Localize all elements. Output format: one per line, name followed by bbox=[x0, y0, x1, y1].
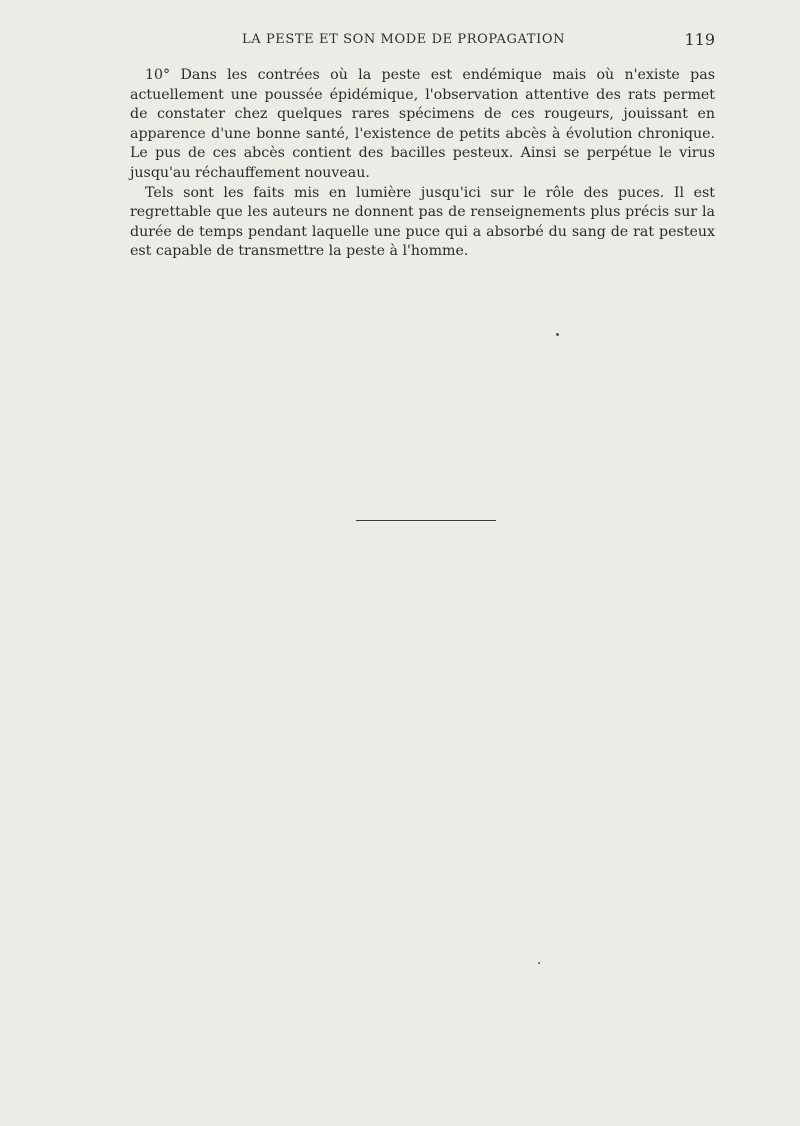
paragraph-1: 10° Dans les contrées où la peste est endémique mais où n'existe pas actuellement une poussée épidémique, l'observation attentive des rats permet de constater chez quelques rares spécimens de ces rougeurs, jouissant en apparence d'une bonne santé, l'existence de petits abcès à évolution chronique. Le pus de ces abcès contient des bacilles pesteux. Ainsi se perpétue le virus jusqu'au réchauffement nouveau. bbox=[130, 67, 715, 181]
running-title: LA PESTE ET SON MODE DE PROPAGATION bbox=[242, 32, 566, 47]
paragraph-2: Tels sont les faits mis en lumière jusqu'ici sur le rôle des puces. Il est regrettable que les auteurs ne donnent pas de renseignements plus précis sur la durée de temps pendant laquelle une puce qui a absorbé du sang de rat pesteux est capable de transmettre la peste à l'homme. bbox=[130, 184, 715, 260]
ink-speck bbox=[538, 962, 540, 964]
page-header bbox=[130, 32, 715, 52]
ink-speck bbox=[556, 333, 559, 336]
section-end-rule bbox=[356, 520, 496, 521]
page-number: 119 bbox=[684, 30, 715, 49]
body-text bbox=[130, 66, 715, 262]
